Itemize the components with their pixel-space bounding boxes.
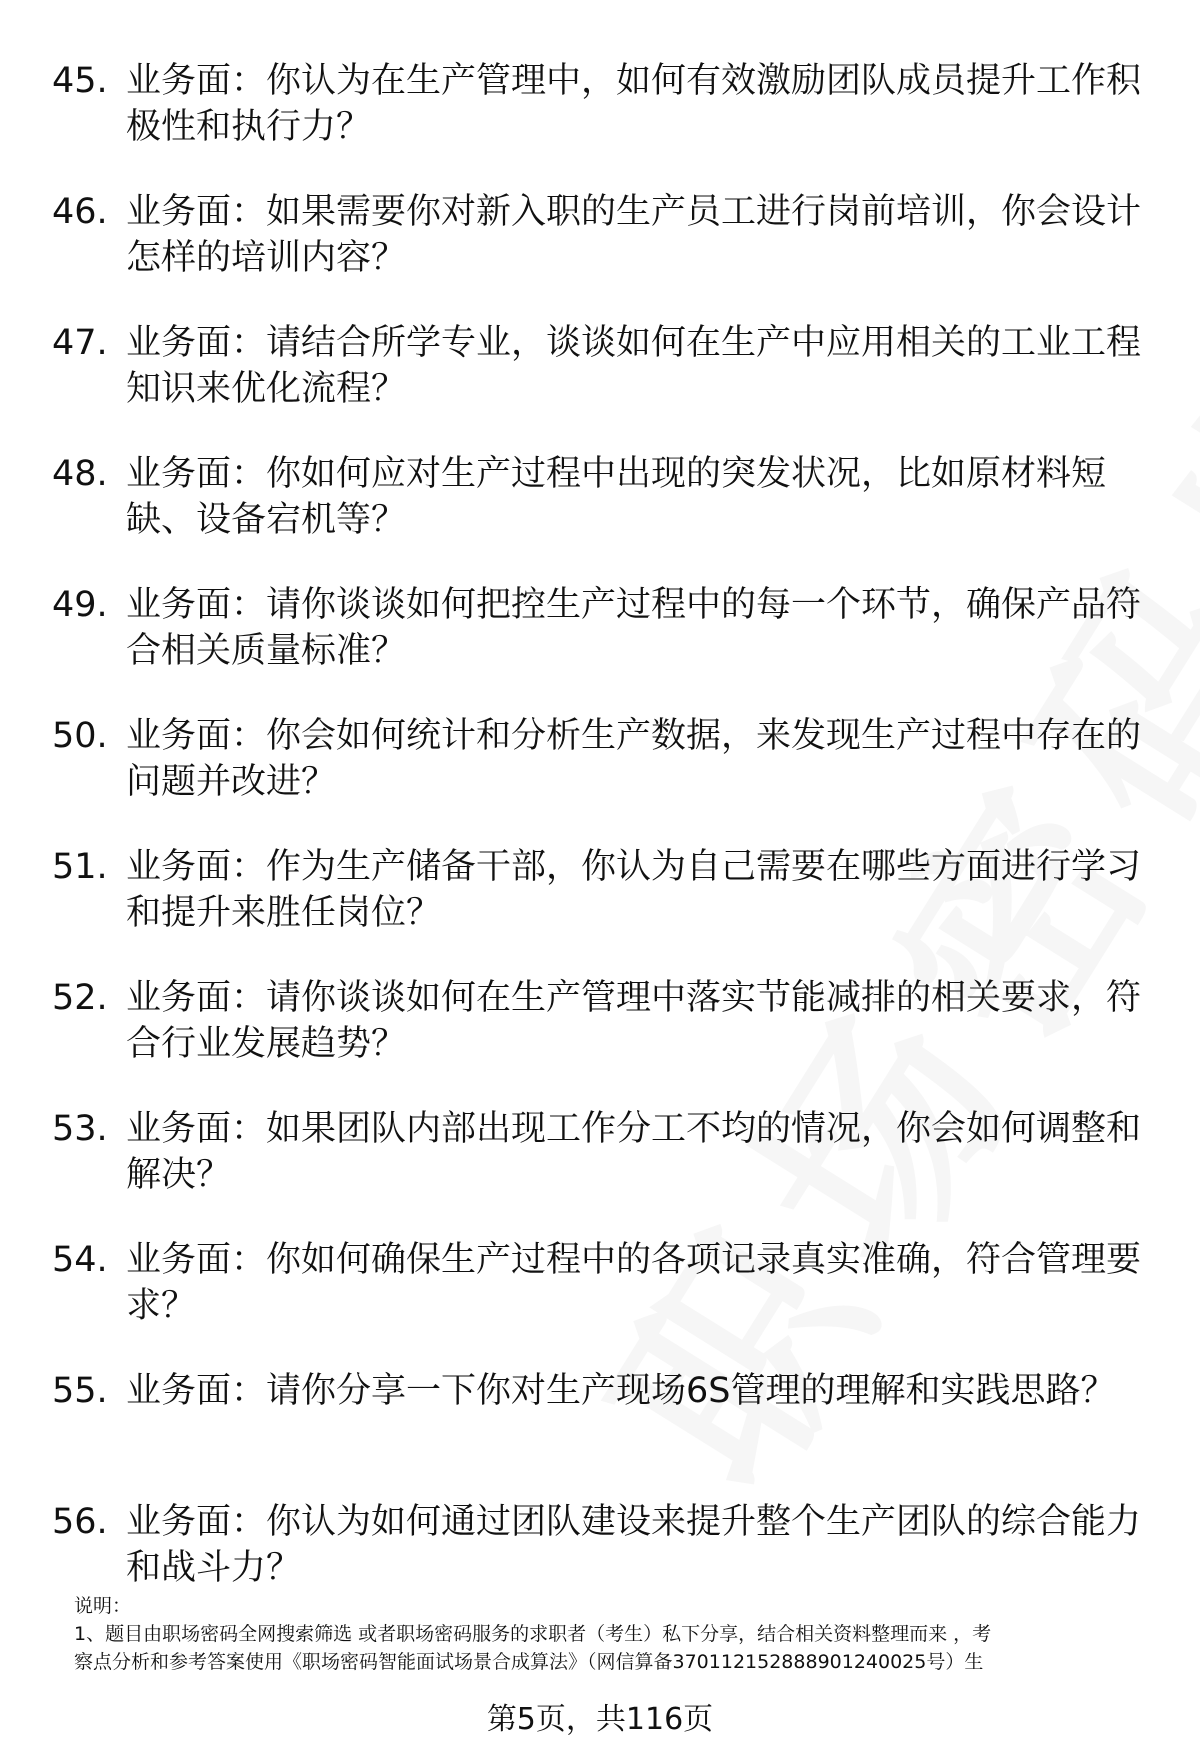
question-text: 业务面：你如何应对生产过程中出现的突发状况，比如原材料短缺、设备宕机等？ (126, 454, 1107, 540)
question-item (0, 58, 1200, 189)
question-number: 50. (52, 716, 108, 756)
notes-line: 1、题目由职场密码全网搜索筛选 或者职场密码服务的求职者（考生）私下分享，结合相关资料整理而来 ，考 (74, 1623, 992, 1645)
question-text: 业务面：请结合所学专业，谈谈如何在生产中应用相关的工业工程知识来优化流程？ (126, 323, 1142, 409)
question-number: 47. (52, 323, 108, 363)
question-item (0, 713, 1200, 844)
question-number: 55. (52, 1371, 108, 1411)
question-item (0, 189, 1200, 320)
question-text: 业务面：请你分享一下你对生产现场6S管理的理解和实践思路？ (126, 1371, 1116, 1411)
question-text: 业务面：你认为在生产管理中，如何有效激励团队成员提升工作积极性和执行力？ (126, 61, 1142, 147)
question-number: 56. (52, 1502, 108, 1542)
question-number: 53. (52, 1109, 108, 1149)
question-item (0, 451, 1200, 582)
question-number: 45. (52, 61, 108, 101)
question-text: 业务面：请你谈谈如何在生产管理中落实节能减排的相关要求，符合行业发展趋势？ (126, 978, 1142, 1064)
question-number: 54. (52, 1240, 108, 1280)
notes-heading: 说明： (74, 1595, 132, 1617)
question-item (0, 320, 1200, 451)
question-item (0, 1106, 1200, 1237)
question-item (0, 844, 1200, 975)
question-item (0, 1237, 1200, 1368)
question-item (0, 1368, 1200, 1499)
question-text: 业务面：如果团队内部出现工作分工不均的情况，你会如何调整和解决？ (126, 1109, 1142, 1195)
question-list (0, 58, 1200, 1630)
question-text: 业务面：如果需要你对新入职的生产员工进行岗前培训，你会设计怎样的培训内容？ (126, 192, 1142, 278)
question-text: 业务面：你认为如何通过团队建设来提升整个生产团队的综合能力和战斗力？ (126, 1502, 1142, 1588)
question-item (0, 582, 1200, 713)
question-number: 52. (52, 978, 108, 1018)
page-footer: 第5页，共116页 (486, 1702, 714, 1737)
question-item (0, 975, 1200, 1106)
question-text: 业务面：请你谈谈如何把控生产过程中的每一个环节，确保产品符合相关质量标准？ (126, 585, 1142, 671)
question-number: 46. (52, 192, 108, 232)
question-number: 48. (52, 454, 108, 494)
question-number: 49. (52, 585, 108, 625)
question-text: 业务面：你会如何统计和分析生产数据，来发现生产过程中存在的问题并改进？ (126, 716, 1142, 802)
question-number: 51. (52, 847, 108, 887)
notes-section (74, 1592, 1154, 1676)
question-text: 业务面：作为生产储备干部，你认为自己需要在哪些方面进行学习和提升来胜任岗位？ (126, 847, 1142, 933)
notes-line: 察点分析和参考答案使用《职场密码智能面试场景合成算法》（网信算备370112152888901240025号）生 (74, 1651, 984, 1673)
question-text: 业务面：你如何确保生产过程中的各项记录真实准确，符合管理要求？ (126, 1240, 1142, 1326)
